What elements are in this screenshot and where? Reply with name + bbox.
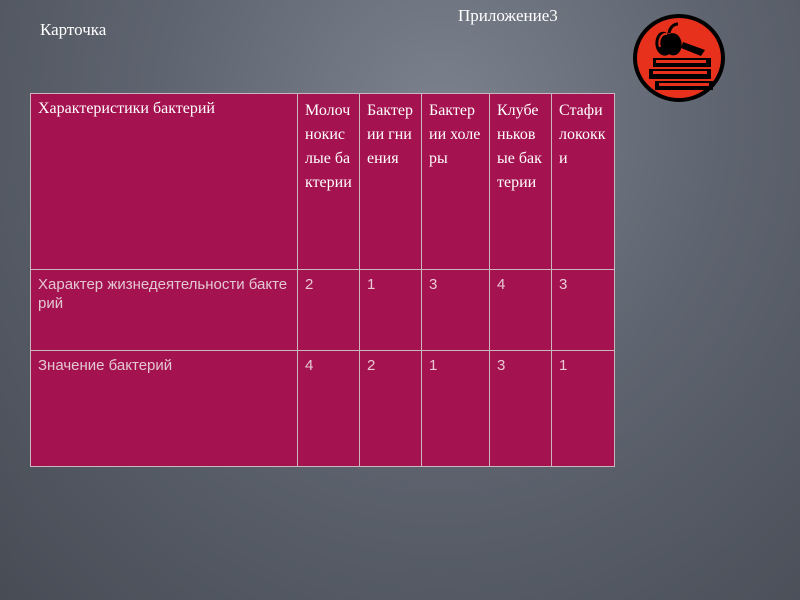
table-cell: 3 [552,270,615,351]
table-row [31,351,615,467]
table-cell: 1 [422,351,490,467]
table-header-row [31,94,615,270]
header-staphylococci: Стафилококки [552,94,615,270]
table-cell: 3 [422,270,490,351]
header-characteristics: Характеристики бактерий [31,94,298,270]
slide-title: Карточка [40,20,107,39]
header-putrefactive-bacteria: Бактерии гниения [360,94,422,270]
table-cell: 4 [298,351,360,467]
table-cell: 1 [552,351,615,467]
table-cell: 2 [298,270,360,351]
table-cell: 1 [360,270,422,351]
header-nodule-bacteria: Клубеньковые бактерии [490,94,552,270]
header-lactic-bacteria: Молочнокислые бактерии [298,94,360,270]
table-cell: 3 [490,351,552,467]
header-cholera-bacteria: Бактерии холеры [422,94,490,270]
row-label: Характер жизнедеятельности бактерий [31,270,298,351]
row-label: Значение бактерий [31,351,298,467]
books-apple-icon [631,12,727,104]
bacteria-table [30,93,615,467]
table-cell: 2 [360,351,422,467]
appendix-label: Приложение3 [458,6,558,25]
table-row [31,270,615,351]
table-cell: 4 [490,270,552,351]
